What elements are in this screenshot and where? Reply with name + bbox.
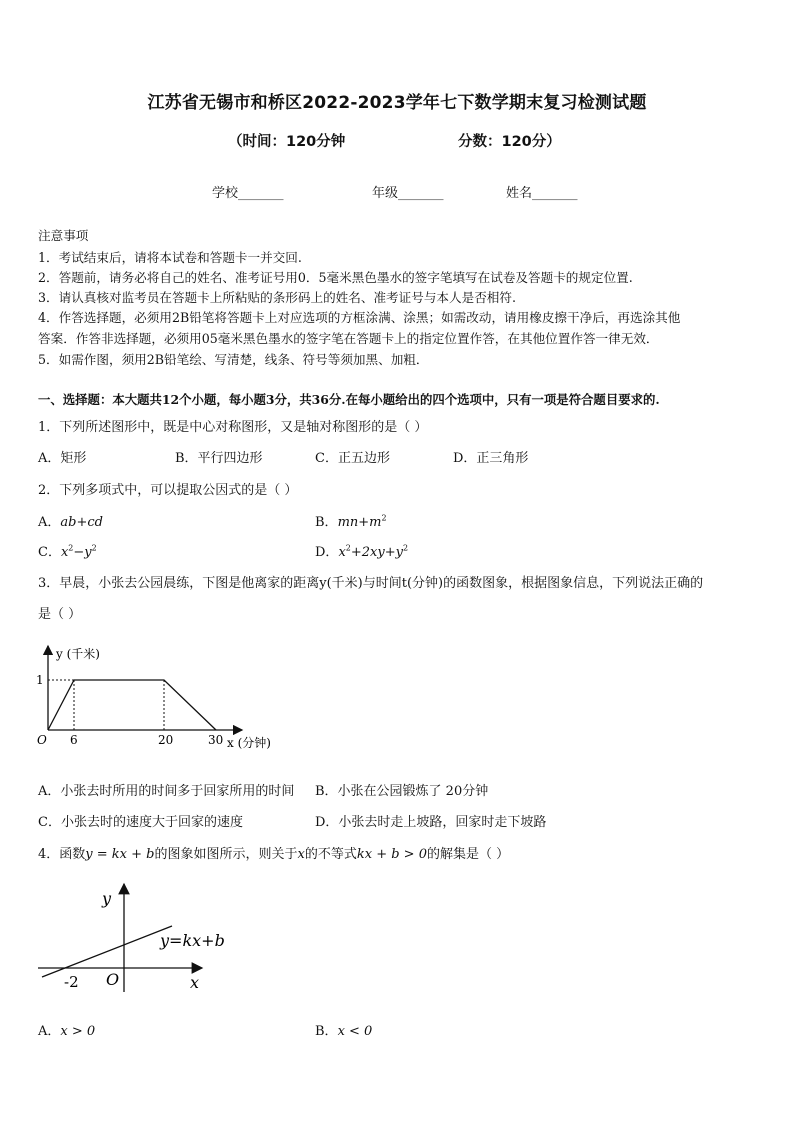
q1-option-d[interactable]: D．正三角形 [453, 451, 529, 466]
q4-function: y = kx + b [85, 847, 155, 862]
q4-option-b[interactable] [315, 1020, 372, 1039]
q2-option-c[interactable] [38, 541, 97, 560]
q2-a-expr: ab+cd [60, 515, 103, 530]
notice-item: 2．答题前，请务必将自己的姓名、准考证号用0．5毫米黑色墨水的签字笔填写在试卷及答题卡的规定位置. [38, 270, 633, 285]
q3-origin: O [37, 733, 47, 747]
q1-option-c[interactable]: C．正五边形 [315, 451, 390, 466]
q3-x-label: x (分钟) [227, 736, 271, 750]
q2-option-d[interactable] [315, 541, 408, 560]
q2-b-sup: 2 [381, 513, 387, 523]
q4-stem-mid2: 的不等式 [304, 847, 357, 862]
question-1-stem: 1．下列所述图形中，既是中心对称图形，又是轴对称图形的是（ ） [38, 420, 428, 435]
q2-d-sup1: 2 [345, 543, 351, 553]
q2-option-b[interactable] [315, 511, 387, 530]
q4-b-prefix: B． [315, 1024, 338, 1039]
q3-option-a[interactable]: A．小张去时所用的时间多于回家所用的时间 [38, 784, 295, 799]
q4-stem-pre: 4．函数 [38, 847, 86, 862]
q3-x-tick-30: 30 [208, 733, 224, 747]
q2-b-prefix: B． [315, 515, 338, 530]
question-2-stem: 2．下列多项式中，可以提取公因式的是（ ） [38, 483, 298, 498]
exam-title: 江苏省无锡市和桥区2022-2023学年七下数学期末复习检测试题 [147, 93, 647, 113]
notice-heading: 注意事项 [38, 228, 89, 243]
notice-item: 3．请认真核对监考员在答题卡上所粘贴的条形码上的姓名、准考证号与本人是否相符. [38, 290, 516, 305]
q2-a-prefix: A． [38, 515, 61, 530]
q2-d-sup2: 2 [402, 543, 409, 553]
section-heading: 一、选择题：本大题共12个小题，每小题3分，共36分.在每小题给出的四个选项中，只有一项是符合题目要求的. [38, 392, 660, 407]
q2-c-sup1: 2 [68, 543, 74, 553]
q2-c-expr: x [60, 545, 69, 560]
q4-b-expr: x < 0 [337, 1024, 373, 1039]
q4-var: x [297, 847, 305, 862]
q2-c-sup2: 2 [91, 543, 97, 553]
q3-y-tick-1: 1 [36, 673, 44, 687]
q2-c-minus-y: −y [73, 545, 92, 560]
notice-item: 答案．作答非选择题，必须用05毫米黑色墨水的签字笔在答题卡上的指定位置作答，在其他位置作答一律无效． [38, 331, 659, 346]
q4-origin: O [106, 970, 120, 989]
q3-x-tick-20: 20 [158, 733, 174, 747]
q4-stem-mid: 的图象如图所示，则关于 [154, 847, 298, 862]
question-3-stem-line1: 3．早晨，小张去公园晨练，下图是他离家的距离y(千米)与时间t(分钟)的函数图象，根据图象信息，下列说法正确的 [38, 576, 704, 591]
q4-inequality: kx + b > 0 [356, 847, 427, 862]
q3-graph-line [48, 680, 216, 730]
q4-line-label: y=kx+b [160, 931, 225, 950]
q3-x-tick-6: 6 [70, 733, 78, 747]
notice-item: 5．如需作图，须用2B铅笔绘、写清楚，线条、符号等须加黑、加粗． [38, 352, 429, 367]
q3-option-c[interactable]: C．小张去时的速度大于回家的速度 [38, 815, 243, 830]
exam-time: （时间：120分钟 [228, 134, 346, 150]
q2-d-expr: x [338, 545, 346, 560]
q2-b-expr: mn+m [337, 515, 382, 530]
q4-y-label: y [102, 889, 112, 908]
grade-field: 年级_______ [372, 186, 444, 201]
notice-item: 1．考试结束后，请将本试卷和答题卡一并交回. [38, 250, 302, 265]
q3-option-b[interactable]: B．小张在公园锻炼了 20分钟 [315, 784, 489, 799]
q3-distance-time-graph [30, 640, 290, 755]
q2-d-prefix: D． [315, 545, 339, 560]
q3-option-d[interactable]: D．小张去时走上坡路，回家时走下坡路 [315, 815, 547, 830]
school-field: 学校_______ [212, 186, 284, 201]
q4-stem-post: 的解集是（ ） [426, 847, 510, 862]
q4-x-label: x [190, 973, 200, 992]
q4-linear-function-graph [30, 880, 260, 1000]
q1-option-a[interactable]: A．矩形 [38, 451, 87, 466]
q4-a-expr: x > 0 [60, 1024, 96, 1039]
q2-option-a[interactable] [38, 511, 103, 530]
exam-score: 分数：120分） [458, 134, 561, 150]
q3-y-label: y (千米) [56, 647, 100, 661]
q2-d-plus: +2xy+y [350, 545, 403, 560]
q4-a-prefix: A． [38, 1024, 61, 1039]
name-field: 姓名_______ [506, 186, 578, 201]
notice-item: 4．作答选择题，必须用2B铅笔将答题卡上对应选项的方框涂满、涂黑；如需改动，请用橡皮擦干净后，再选涂其他 [38, 310, 681, 325]
q4-x-intercept: -2 [64, 973, 79, 991]
q1-option-b[interactable]: B．平行四边形 [175, 451, 263, 466]
q2-c-prefix: C． [38, 545, 61, 560]
question-3-stem-line2: 是（ ） [38, 607, 82, 622]
q4-option-a[interactable] [38, 1020, 95, 1039]
question-4-stem [38, 843, 509, 862]
